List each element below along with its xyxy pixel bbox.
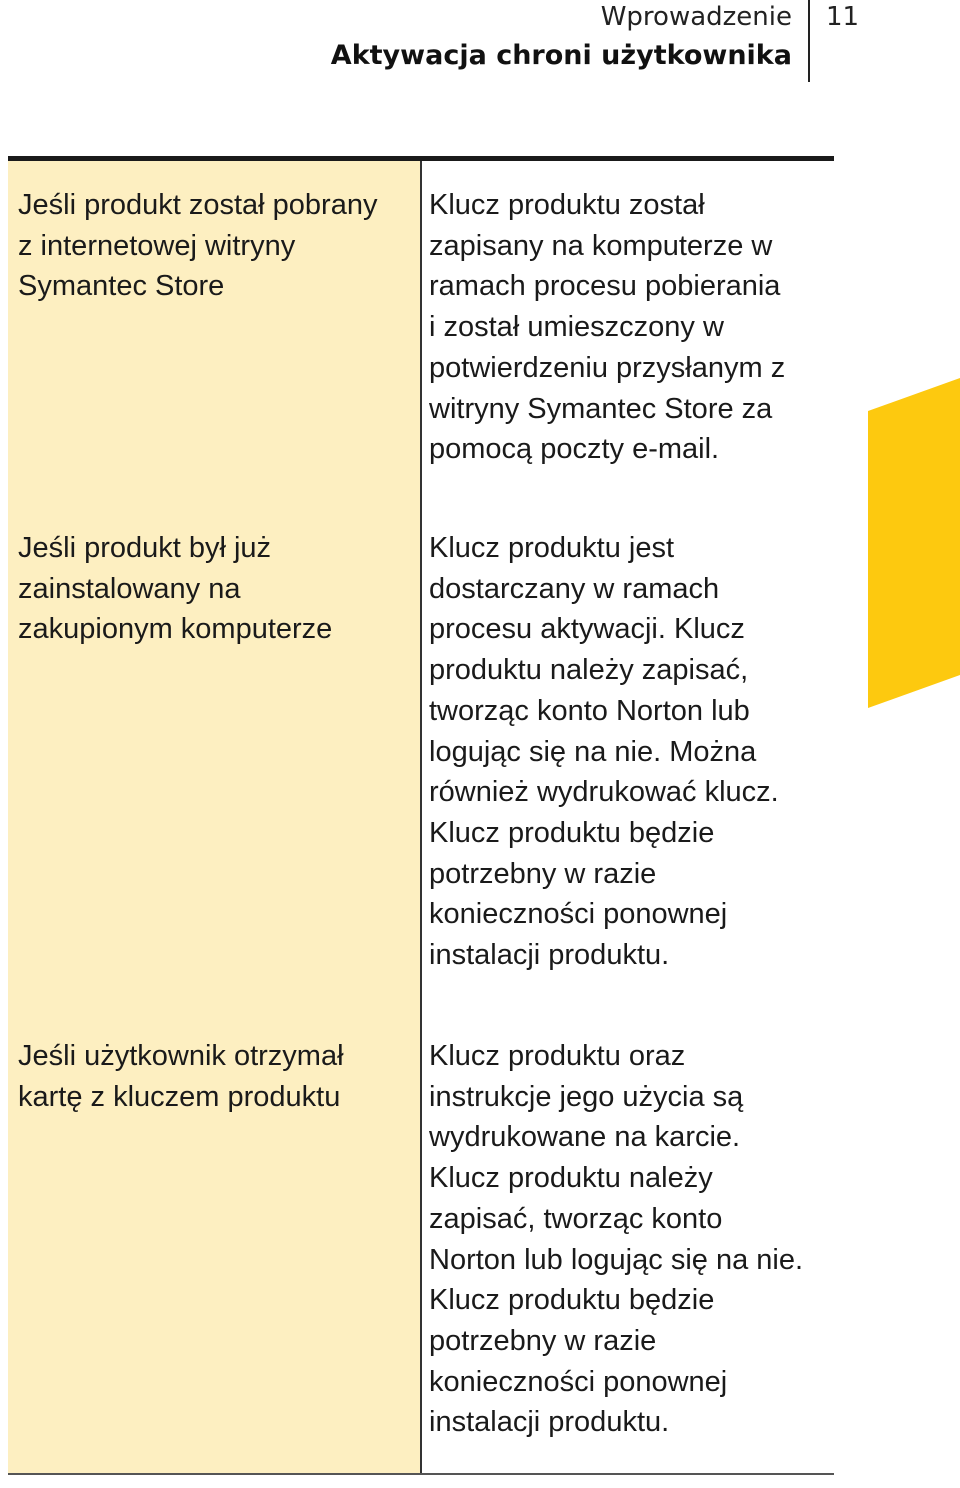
header-divider [808,0,810,82]
column-divider [420,161,422,1473]
chapter-tab-marker [868,378,960,708]
row-2-condition: Jeśli produkt był już zainstalowany na zakupionym komputerze [18,532,333,646]
activation-table [8,156,834,1478]
table-bottom-rule [8,1473,834,1475]
page-number: 11 [826,2,860,32]
section-name: Wprowadzenie [600,2,792,32]
condition-column [8,161,420,1473]
row-2-description: Klucz produktu jest dostarczany w ramach procesu aktywacji. Klucz produktu należy zapisać, tworząc konto Norton lub logując się na nie. Można również wydrukować klucz. Klucz produktu będzie potrzebny w razie konieczności ponownej instalacji produktu. [429,532,779,972]
row-3-condition: Jeśli użytkownik otrzymał kartę z kluczem produktu [18,1040,344,1113]
page-title: Aktywacja chroni użytkownika [330,40,792,71]
row-1-condition: Jeśli produkt został pobrany z internetowej witryny Symantec Store [18,189,378,303]
row-3-description: Klucz produktu oraz instrukcje jego użycia są wydrukowane na karcie. Klucz produktu należy zapisać, tworząc konto Norton lub logując się na nie. Klucz produktu będzie potrzebny w razie konieczności ponownej instalacji produktu. [429,1040,804,1439]
page-header [0,0,960,90]
row-1-description: Klucz produktu został zapisany na komputerze w ramach procesu pobierania i został umieszczony w potwierdzeniu przysłanym z witryny Symantec Store za pomocą poczty e-mail. [429,189,786,466]
